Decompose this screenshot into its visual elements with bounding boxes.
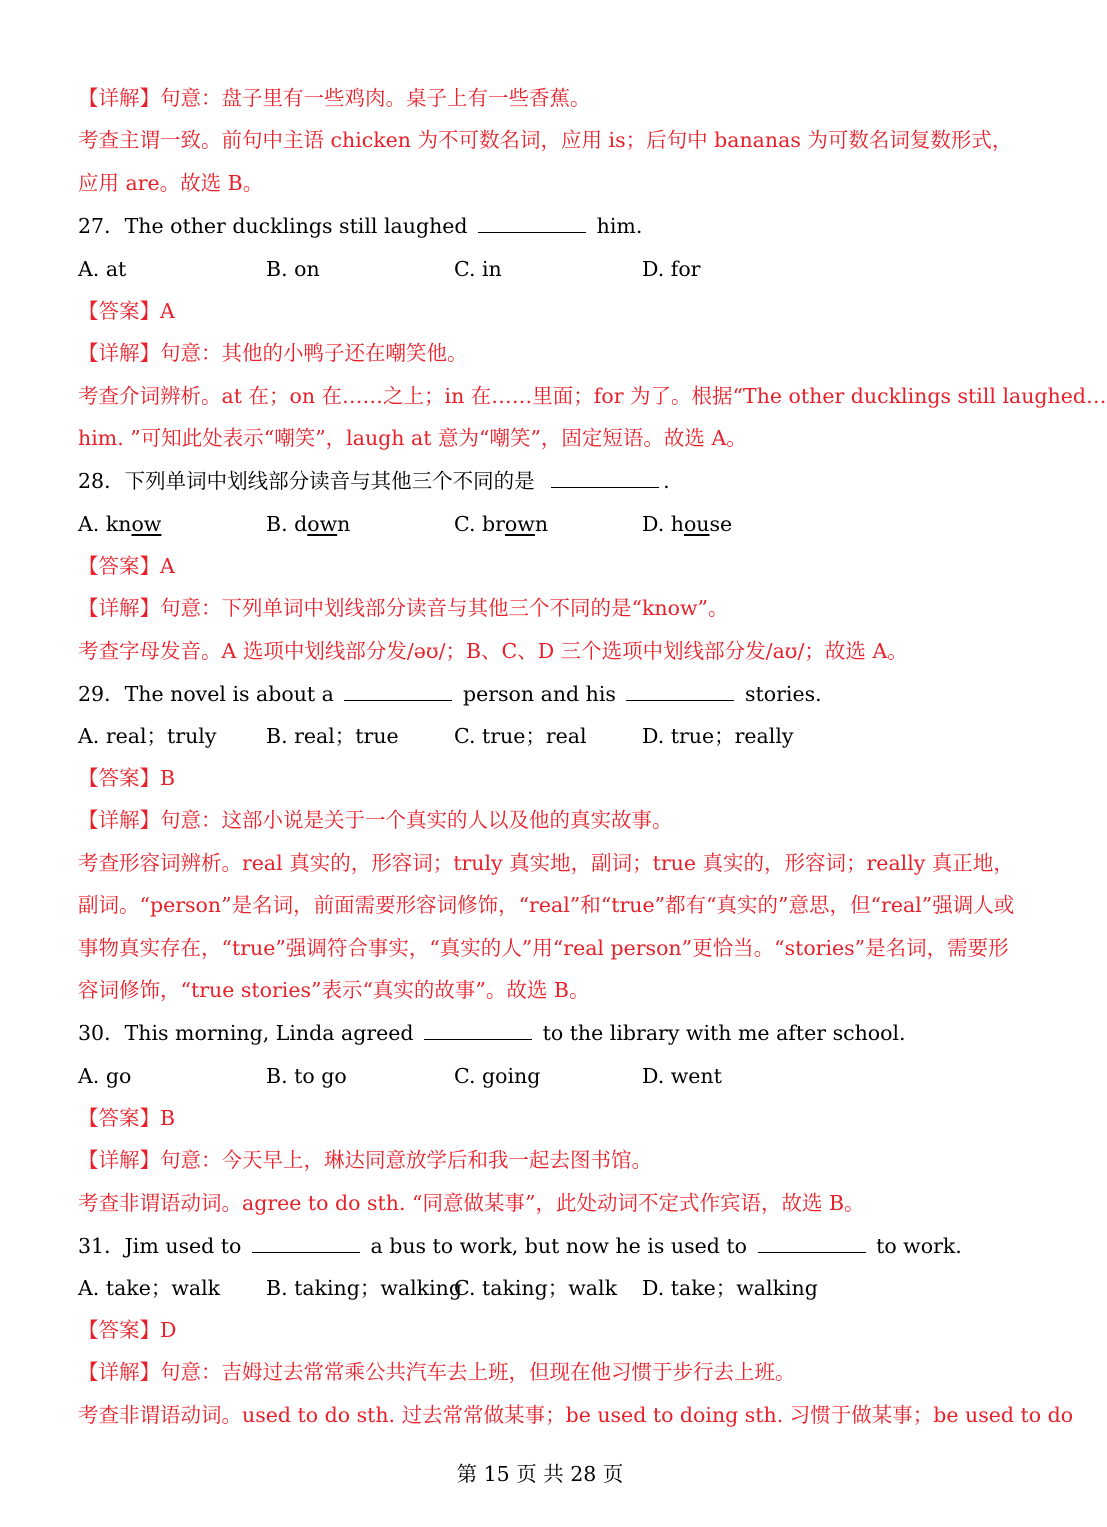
answer-29: 【答案】B — [78, 766, 176, 790]
page-footer: 第 15 页 共 28 页 — [456, 1462, 624, 1486]
underlined-letters: ow — [504, 512, 535, 536]
underlined-letters: ow — [131, 512, 162, 536]
explanation-line: 【详解】句意：盘子里有一些鸡肉。桌子上有一些香蕉。 — [78, 86, 591, 110]
explanation-line: 【详解】句意：今天早上，琳达同意放学后和我一起去图书馆。 — [78, 1148, 652, 1172]
explanation-line: 【详解】句意：这部小说是关于一个真实的人以及他的真实故事。 — [78, 808, 673, 832]
answer-blank — [551, 468, 659, 488]
option-text: D. h — [642, 512, 684, 536]
answer-30: 【答案】B — [78, 1106, 176, 1130]
option-a: A. take；walk — [78, 1276, 221, 1300]
answer-27: 【答案】A — [78, 299, 175, 323]
explanation-line: 事物真实存在，“true”强调符合事实，“真实的人”用“real person”更恰当。“stories”是名词，需要形 — [78, 936, 1009, 960]
explanation-line: 考查介词辨析。at 在；on 在……之上；in 在……里面；for 为了。根据“The other ducklings still laughed… — [78, 384, 1107, 408]
option-text: A. kn — [78, 512, 132, 536]
question-text: person and his — [462, 682, 616, 706]
option-text: n — [337, 512, 351, 536]
question-31 — [78, 1232, 1002, 1260]
options-31 — [78, 1274, 1002, 1302]
explanation-line: 【详解】句意：其他的小鸭子还在嘲笑他。 — [78, 341, 468, 365]
option-c: C. taking；walk — [454, 1276, 617, 1300]
answer-28: 【答案】A — [78, 554, 175, 578]
options-27 — [78, 255, 1002, 283]
option-c: C. in — [454, 257, 502, 281]
options-30 — [78, 1062, 1002, 1090]
explanation-line: 【详解】句意：吉姆过去常常乘公共汽车去上班，但现在他习惯于步行去上班。 — [78, 1360, 796, 1384]
question-text: to the library with me after school. — [542, 1021, 906, 1045]
answer-blank — [344, 681, 452, 701]
answer-blank — [424, 1020, 532, 1040]
option-d — [642, 510, 732, 538]
option-b: B. taking；walking — [266, 1276, 462, 1300]
answer-blank — [478, 213, 586, 233]
options-29 — [78, 722, 1002, 750]
option-a — [78, 510, 161, 538]
explanation-line: 副词。“person”是名词，前面需要形容词修饰，“real”和“true”都有“真实的”意思，但“real”强调人或 — [78, 893, 1015, 917]
option-a: A. real；truly — [78, 724, 217, 748]
option-b — [266, 510, 350, 538]
option-b: B. to go — [266, 1064, 347, 1088]
question-text: . — [663, 469, 670, 493]
question-text: 28．下列单词中划线部分读音与其他三个不同的是 — [78, 469, 535, 493]
explanation-line: 【详解】句意：下列单词中划线部分读音与其他三个不同的是“know”。 — [78, 596, 729, 620]
underlined-letters: ow — [307, 512, 338, 536]
option-b: B. real；true — [266, 724, 399, 748]
option-text: B. d — [266, 512, 308, 536]
question-27 — [78, 212, 1002, 240]
question-28 — [78, 467, 1002, 495]
answer-31: 【答案】D — [78, 1318, 177, 1342]
explanation-line: 考查形容词辨析。real 真实的，形容词；truly 真实地，副词；true 真实的，形容词；really 真正地， — [78, 851, 1014, 875]
question-text: him. — [596, 214, 643, 238]
question-text: 30．This morning, Linda agreed — [78, 1021, 414, 1045]
option-a: A. at — [78, 257, 127, 281]
underlined-letters: ou — [683, 512, 710, 536]
answer-blank — [626, 681, 734, 701]
question-text: 27．The other ducklings still laughed — [78, 214, 468, 238]
answer-blank — [758, 1233, 866, 1253]
option-text: se — [709, 512, 733, 536]
option-text: n — [534, 512, 549, 536]
option-text: C. br — [454, 512, 505, 536]
option-d: D. went — [642, 1064, 722, 1088]
question-29 — [78, 680, 1002, 708]
option-d: D. true；really — [642, 724, 794, 748]
option-d: D. for — [642, 257, 701, 281]
explanation-line: 容词修饰，“true stories”表示“真实的故事”。故选 B。 — [78, 978, 590, 1002]
explanation-line: him. ”可知此处表示“嘲笑”，laugh at 意为“嘲笑”，固定短语。故选 A。 — [78, 426, 747, 450]
question-30 — [78, 1019, 1002, 1047]
options-28 — [78, 510, 1002, 538]
explanation-line: 考查主谓一致。前句中主语 chicken 为不可数名词，应用 is；后句中 bananas 为可数名词复数形式， — [78, 128, 1013, 152]
option-b: B. on — [266, 257, 320, 281]
question-text: a bus to work, but now he is used to — [370, 1234, 748, 1258]
explanation-line: 考查字母发音。A 选项中划线部分发/əʊ/；B、C、D 三个选项中划线部分发/aʊ/；故选 A。 — [78, 639, 908, 663]
option-d: D. take；walking — [642, 1276, 818, 1300]
question-text: stories. — [745, 682, 822, 706]
question-text: to work. — [876, 1234, 962, 1258]
explanation-line: 考查非谓语动词。used to do sth. 过去常常做某事；be used to doing sth. 习惯于做某事；be used to do — [78, 1403, 1074, 1427]
question-text: 31．Jim used to — [78, 1234, 242, 1258]
explanation-line: 考查非谓语动词。agree to do sth. “同意做某事”，此处动词不定式作宾语，故选 B。 — [78, 1191, 865, 1215]
option-c: C. true；real — [454, 724, 587, 748]
option-c — [454, 510, 548, 538]
explanation-line: 应用 are。故选 B。 — [78, 171, 264, 195]
option-c: C. going — [454, 1064, 541, 1088]
option-a: A. go — [78, 1064, 132, 1088]
question-text: 29．The novel is about a — [78, 682, 334, 706]
answer-blank — [252, 1233, 360, 1253]
